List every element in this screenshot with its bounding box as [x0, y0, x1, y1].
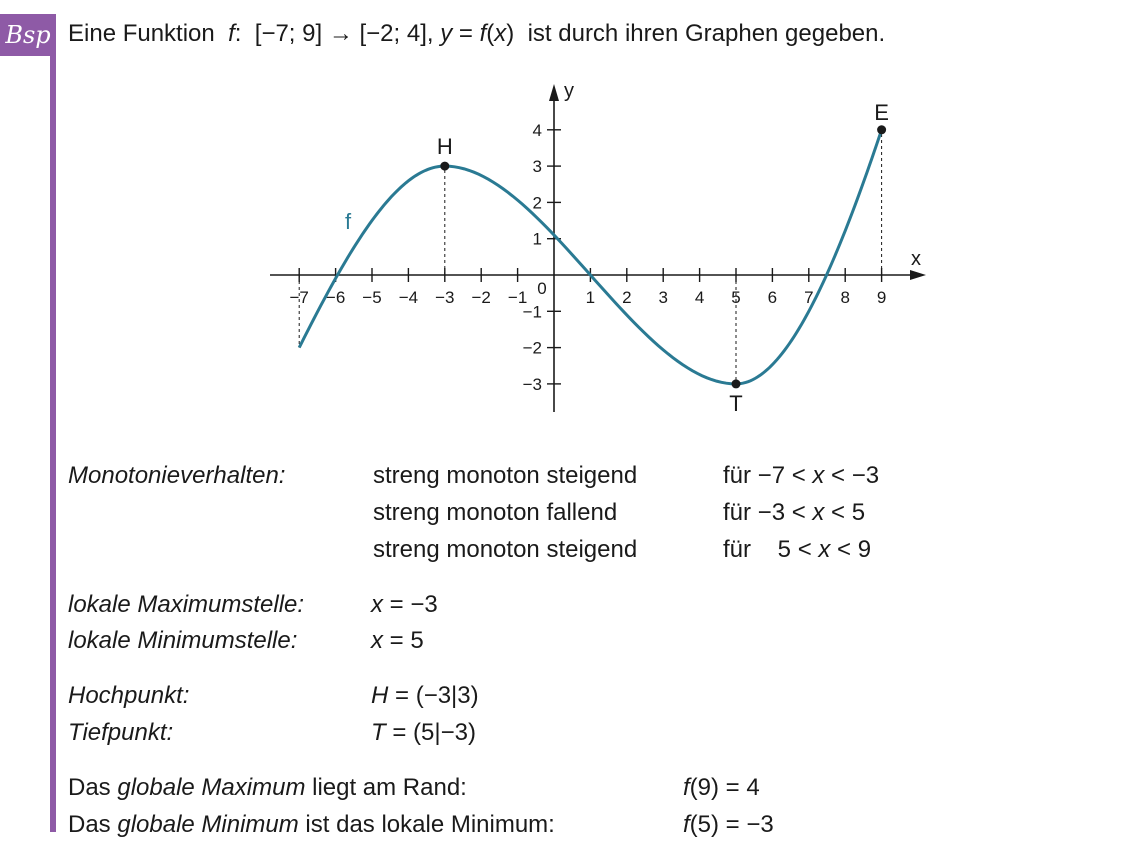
- intro-text-5: ) ist durch ihren Graphen gegeben.: [506, 20, 886, 47]
- x-tick-label: 9: [876, 288, 887, 307]
- y-tick-label: −2: [522, 338, 542, 358]
- monotonie-desc-3: streng monoton steigend: [373, 536, 638, 563]
- x-tick-label: 2: [622, 288, 632, 307]
- min-var: x: [371, 627, 383, 654]
- x-tick-label: −5: [362, 288, 382, 307]
- y-tick-label: 4: [532, 120, 542, 140]
- cond-rest: < 9: [830, 536, 872, 563]
- gmax-f: f: [683, 774, 690, 801]
- intro-text-1: Eine Funktion: [68, 20, 229, 47]
- cond-rest: < 5: [824, 499, 866, 526]
- gmax-v: (9) = 4: [689, 774, 760, 801]
- x-tick-label: −6: [325, 288, 346, 307]
- gmax-c: liegt am Rand:: [305, 774, 467, 801]
- y-axis-arrow: [549, 84, 559, 101]
- intro-y: y: [440, 20, 453, 47]
- x-tick-label: −1: [507, 288, 528, 307]
- hochpunkt-value: [371, 682, 479, 710]
- gmin-c: ist das lokale Minimum:: [298, 811, 555, 838]
- x-axis-arrow: [910, 270, 926, 280]
- x-tick-label: −3: [435, 288, 455, 307]
- min-val: = 5: [383, 627, 424, 654]
- intro-text-2: : [−7; 9] → [−2; 4],: [234, 20, 441, 47]
- intro-f: f: [228, 20, 235, 47]
- tief-val: = (5|−3): [385, 719, 476, 746]
- function-curve: [299, 130, 881, 384]
- cond-var: x: [818, 536, 831, 563]
- min-stelle-label: lokale Minimumstelle:: [68, 627, 298, 654]
- monotonie-cond-1: [723, 462, 879, 490]
- tiefpunkt-value: [371, 719, 476, 747]
- x-tick-label: 1: [585, 288, 596, 307]
- global-min-value: [683, 811, 774, 839]
- y-axis-label: y: [564, 80, 574, 102]
- x-tick-label: 5: [731, 288, 741, 307]
- min-stelle-value: [371, 627, 424, 655]
- x-tick-label: 6: [767, 288, 778, 307]
- x-axis-label: x: [911, 248, 921, 270]
- point-e: [877, 125, 886, 134]
- max-stelle-value: [371, 591, 438, 619]
- cond-prefix: für −7 <: [723, 462, 813, 489]
- cond-var: x: [812, 499, 825, 526]
- gmax-a: Das: [68, 774, 118, 801]
- tiefpunkt-label: Tiefpunkt:: [68, 719, 174, 746]
- intro-fx-x: x: [494, 20, 507, 47]
- x-tick-label: 4: [694, 288, 705, 307]
- y-tick-label: −1: [522, 302, 542, 322]
- intro-fx-f: f: [479, 20, 487, 47]
- point-label-h: H: [436, 134, 453, 160]
- global-min-sentence: [68, 811, 555, 839]
- curve-label: f: [344, 209, 352, 234]
- gmin-v: (5) = −3: [689, 811, 774, 838]
- x-tick-label: −2: [471, 288, 491, 307]
- hoch-var: H: [371, 682, 389, 709]
- gmin-b: globale Minimum: [117, 811, 299, 838]
- global-max-sentence: [68, 774, 467, 802]
- x-tick-label: −4: [398, 288, 419, 307]
- gmax-b: globale Maximum: [117, 774, 306, 801]
- cond-prefix: für 5 <: [723, 536, 819, 563]
- y-tick-label: 2: [532, 193, 542, 213]
- intro-text-4: (: [486, 20, 495, 47]
- max-var: x: [371, 591, 383, 618]
- example-badge: Bsp: [0, 14, 56, 56]
- gmin-f: f: [683, 811, 690, 838]
- origin-label: 0: [537, 279, 547, 298]
- point-label-t: T: [729, 390, 743, 416]
- cond-prefix: für −3 <: [723, 499, 813, 526]
- cond-rest: < −3: [824, 462, 880, 489]
- x-tick-label: 3: [658, 288, 668, 307]
- monotonie-cond-3: [723, 536, 871, 564]
- cond-var: x: [812, 462, 825, 489]
- y-tick-label: −3: [522, 374, 542, 394]
- point-h: [440, 162, 449, 171]
- monotonie-desc-1: streng monoton steigend: [373, 462, 638, 489]
- y-tick-label: 1: [532, 229, 542, 249]
- hoch-val: = (−3|3): [388, 682, 479, 709]
- monotonie-cond-2: [723, 499, 865, 527]
- monotonie-label: Monotonieverhalten:: [68, 462, 286, 489]
- y-tick-label: 3: [532, 157, 542, 177]
- max-val: = −3: [383, 591, 438, 618]
- tief-var: T: [371, 719, 386, 746]
- max-stelle-label: lokale Maximumstelle:: [68, 591, 305, 618]
- monotonie-desc-2: streng monoton fallend: [373, 499, 618, 526]
- intro-text-3: =: [452, 20, 480, 47]
- point-label-e: E: [874, 99, 889, 125]
- x-tick-label: −7: [289, 288, 309, 307]
- gmin-a: Das: [68, 811, 118, 838]
- hochpunkt-label: Hochpunkt:: [68, 682, 190, 709]
- point-t: [732, 379, 741, 388]
- x-tick-label: 7: [804, 288, 814, 307]
- global-max-value: [683, 774, 760, 802]
- x-tick-label: 8: [840, 288, 850, 307]
